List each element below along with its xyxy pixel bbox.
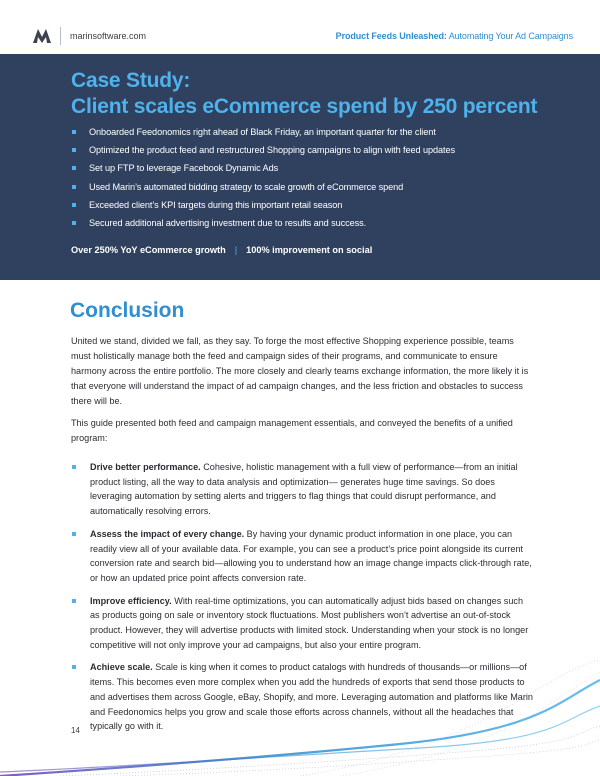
page-header [0,0,600,54]
benefit-lead: Assess the impact of every change. [90,528,245,539]
case-study-bullet [72,127,455,145]
case-study-title: Case Study: [71,69,191,92]
benefit-text: With real-time optimizations, you can automatically adjust bids based on changes such as products going on sale or inventory stock fluctuations. Most publishers won’t advertise an out-of-stock product. However, they will advertise products with limited stock. Understanding when your stock is no longer competitive will not only improve your ad campaigns, but also your entire program. [90,595,529,650]
bullet-icon [72,532,76,536]
stat-growth: Over 250% YoY eCommerce growth [71,245,226,255]
benefit-text: Cohesive, holistic management with a full view of performance—from an initial product listing, all the way to data analysis and optimization— generates huge time savings. So does leveraging automation by setting alerts and triggers to flag things that could disrupt performance, and automatically resolving errors. [90,462,518,517]
benefit-lead: Improve efficiency. [90,595,172,606]
benefit-text: By having your dynamic product information in one place, you can readily view all of your available data. For example, you can see a product’s price point alongside its current conversion rate and search bid—allowing you to understand how an image change impacts click-through rate, or how an updated price point affects conversion rate. [90,528,532,583]
case-study-bullet-text: Optimized the product feed and restructured Shopping campaigns to align with feed updates [89,145,455,156]
benefit-lead: Achieve scale. [90,662,153,673]
document-title [336,31,573,41]
case-study-bullet [72,200,455,218]
case-study-bullet [72,145,455,163]
bullet-icon [72,166,76,170]
case-study-banner [0,54,600,280]
case-study-bullet-text: Secured additional advertising investment due to results and success. [89,217,367,228]
case-study-subtitle: Client scales eCommerce spend by 250 percent [71,95,538,118]
stat-social: 100% improvement on social [246,245,373,255]
case-study-bullet-text: Set up FTP to leverage Facebook Dynamic Ads [89,163,279,174]
conclusion-paragraph-1: United we stand, divided we fall, as they say. To forge the most effective Shopping experience possible, teams must holistically manage both the feed and campaign sides of their programs, and communicate to ensure harmony across the entire portfolio. The more closely and clearly teams exchange information, the more likely it is that everyone will understand the impact of ad campaign changes, and the less friction and obstacles to success there will be. [71,336,529,406]
conclusion-paragraph-2: This guide presented both feed and campaign management essentials, and conveyed the benefits of a unified program: [71,418,513,443]
case-study-stats [71,245,372,255]
bullet-icon [72,221,76,225]
case-study-bullet-text: Onboarded Feedonomics right ahead of Black Friday, an important quarter for the client [89,127,436,137]
bullet-icon [72,130,76,134]
bullet-icon [72,203,76,207]
stat-separator: | [234,245,238,255]
case-study-bullet [72,163,455,181]
conclusion-heading: Conclusion [70,299,185,322]
page-number: 14 [71,726,80,735]
benefit-item [71,527,533,586]
benefit-text: Scale is king when it comes to product catalogs with hundreds of thousands—or millions—of items. This becomes even more complex when you add the hundreds of exports that send those products to and advertises them across Google, eBay, Shopify, and more. Leveraging automation and platforms like Marin and Feedonomics helps you grow and scale those efforts across channels, without all the headaches that typically go with it. [90,662,533,732]
header-divider [60,27,61,45]
case-study-bullet [72,218,455,236]
document-title-bold: Product Feeds Unleashed: [335,31,447,41]
site-url[interactable]: marinsoftware.com [70,31,147,41]
bullet-icon [72,148,76,152]
case-study-bullet [72,182,455,200]
benefit-lead: Drive better performance. [90,462,201,472]
marin-logo-icon [33,29,51,43]
document-title-rest: Automating Your Ad Campaigns [446,31,573,41]
case-study-bullet-text: Exceeded client’s KPI targets during this important retail season [89,199,343,210]
benefit-item [71,460,533,519]
bullet-icon [72,599,76,603]
bullet-icon [72,185,76,189]
bullet-icon [72,465,76,469]
decorative-wave-graphic [0,660,600,776]
case-study-bullet-text: Used Marin’s automated bidding strategy to scale growth of eCommerce spend [89,181,404,192]
benefit-item [71,594,533,653]
case-study-bullets [72,127,455,236]
